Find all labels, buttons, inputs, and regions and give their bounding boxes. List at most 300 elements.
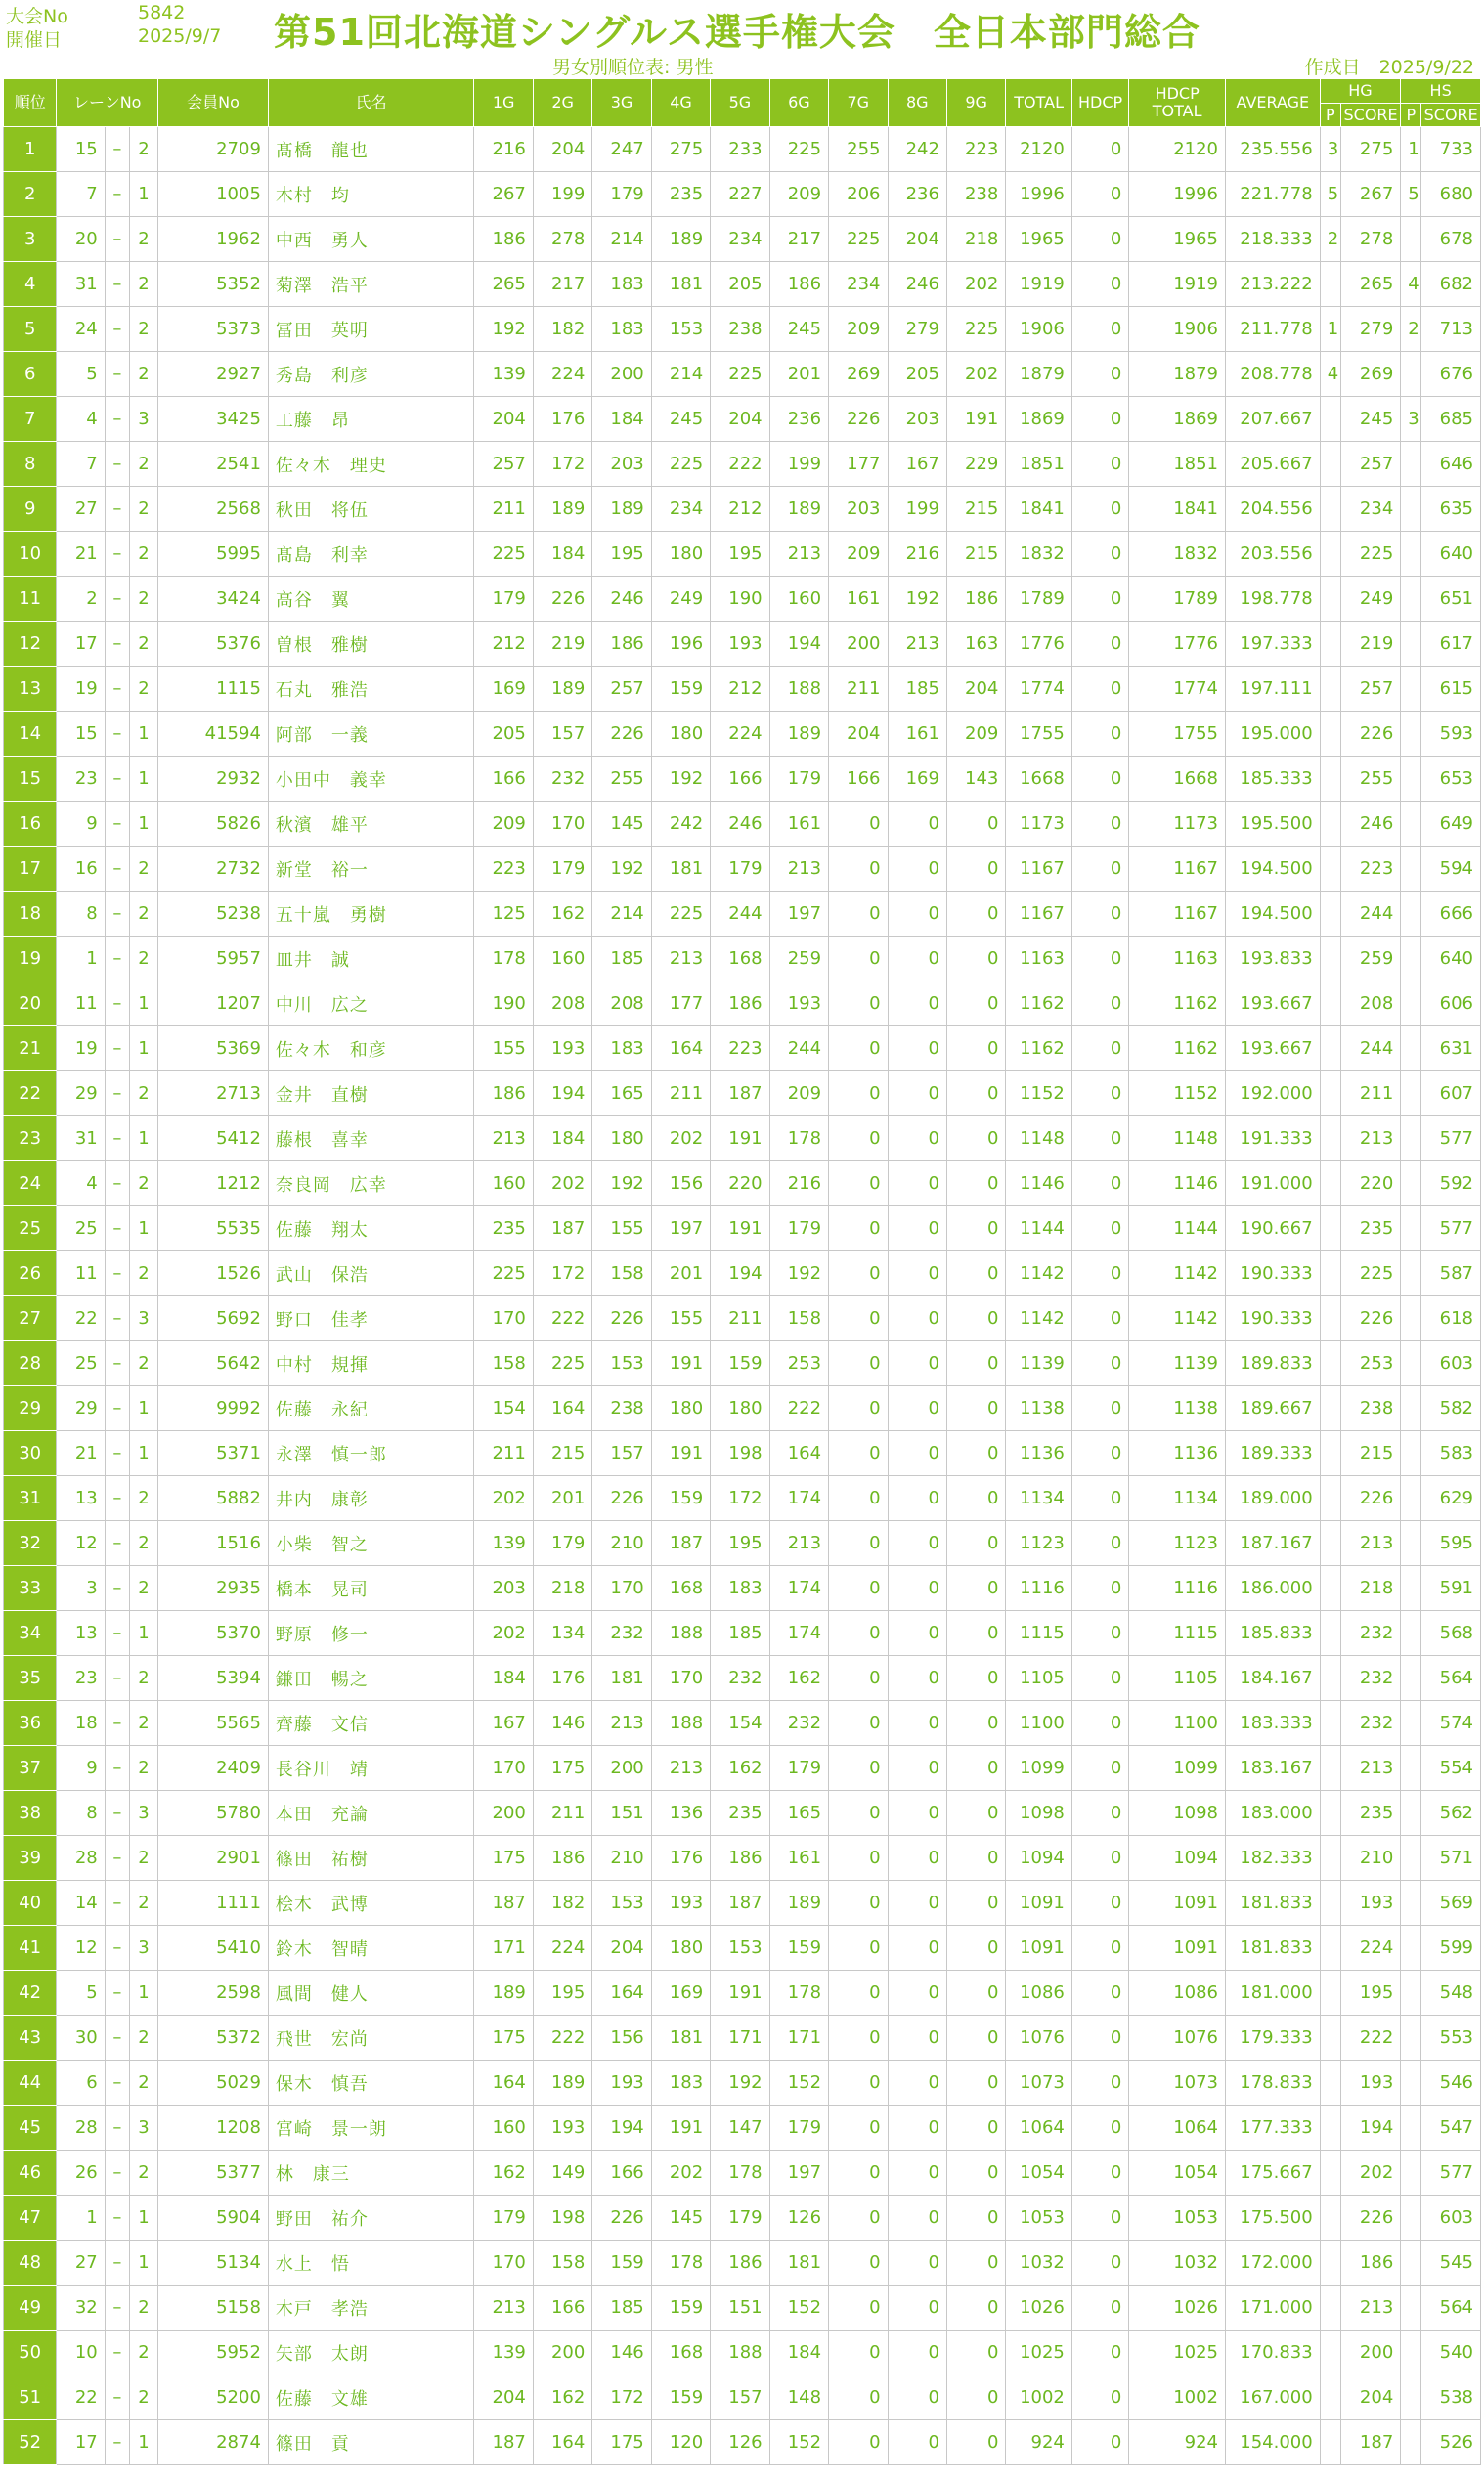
lane-dash: – [105,532,129,577]
hg-score-cell: 232 [1340,1611,1400,1656]
game-6-score: 164 [769,1431,828,1476]
lane-cell: 25 [57,1341,105,1386]
game-2-score: 219 [533,622,591,667]
game-2-score: 175 [533,1746,591,1791]
game-8-score: 161 [888,712,946,757]
lane-position: 3 [129,1926,157,1971]
rank-cell: 10 [4,532,57,577]
hs-score-cell: 631 [1421,1026,1481,1071]
hdcp-cell: 0 [1071,1611,1128,1656]
hdcp-total-cell: 1064 [1129,2106,1226,2151]
game-9-score: 0 [946,1746,1005,1791]
tournament-no-value: 5842 [138,2,186,23]
game-3-score: 164 [592,1971,651,2016]
hs-score-cell: 547 [1421,2106,1481,2151]
hdcp-total-cell: 1906 [1129,307,1226,352]
game-4-score: 201 [651,1251,710,1296]
hs-p-cell [1401,1701,1421,1746]
game-3-score: 193 [592,2061,651,2106]
game-3-score: 146 [592,2331,651,2375]
hg-p-cell [1320,1341,1340,1386]
member-no-cell: 1208 [158,2106,269,2151]
game-5-score: 205 [711,262,769,307]
game-4-score: 197 [651,1206,710,1251]
hg-p-cell [1320,532,1340,577]
game-1-score: 223 [474,847,533,892]
total-cell: 1146 [1006,1161,1071,1206]
game-6-score: 148 [769,2375,828,2420]
game-1-score: 211 [474,487,533,532]
hg-score-cell: 278 [1340,217,1400,262]
game-4-score: 213 [651,937,710,981]
rank-cell: 31 [4,1476,57,1521]
game-5-score: 194 [711,1251,769,1296]
hs-p-cell [1401,1431,1421,1476]
average-cell: 197.333 [1226,622,1321,667]
lane-dash: – [105,262,129,307]
game-4-score: 192 [651,757,710,802]
lane-position: 2 [129,1476,157,1521]
rank-cell: 13 [4,667,57,712]
lane-cell: 21 [57,1431,105,1476]
table-row [4,1476,1481,1521]
average-cell: 195.000 [1226,712,1321,757]
table-row [4,262,1481,307]
hs-score-cell: 640 [1421,532,1481,577]
game-1-score: 139 [474,352,533,397]
game-5-score: 192 [711,2061,769,2106]
game-2-score: 202 [533,1161,591,1206]
rank-cell: 15 [4,757,57,802]
hdcp-total-cell: 1668 [1129,757,1226,802]
game-9-score: 0 [946,1881,1005,1926]
hdcp-total-cell: 1025 [1129,2331,1226,2375]
hdcp-cell: 0 [1071,1521,1128,1566]
table-row [4,1206,1481,1251]
hdcp-cell: 0 [1071,1746,1128,1791]
game-8-score: 167 [888,442,946,487]
game-3-score: 194 [592,2106,651,2151]
lane-position: 2 [129,1341,157,1386]
lane-cell: 15 [57,127,105,172]
hs-p-cell [1401,1566,1421,1611]
game-8-score: 0 [888,1836,946,1881]
member-no-cell: 5565 [158,1701,269,1746]
game-4-score: 214 [651,352,710,397]
table-row [4,1521,1481,1566]
lane-dash: – [105,2196,129,2241]
lane-dash: – [105,1476,129,1521]
game-9-score: 209 [946,712,1005,757]
game-2-score: 222 [533,1296,591,1341]
game-6-score: 217 [769,217,828,262]
hg-score-cell: 213 [1340,1521,1400,1566]
lane-position: 2 [129,442,157,487]
hg-p-cell [1320,2061,1340,2106]
lane-dash: – [105,1071,129,1116]
hg-p-cell: 5 [1320,172,1340,217]
player-name-cell: 井内 康彰 [268,1476,474,1521]
member-no-cell: 2927 [158,352,269,397]
total-cell: 1152 [1006,1071,1071,1116]
lane-cell: 21 [57,532,105,577]
game-3-score: 145 [592,802,651,847]
member-no-cell: 3425 [158,397,269,442]
hdcp-total-cell: 1832 [1129,532,1226,577]
game-2-score: 224 [533,1926,591,1971]
game-5-score: 191 [711,1971,769,2016]
game-1-score: 204 [474,397,533,442]
player-name-cell: 風間 健人 [268,1971,474,2016]
hg-p-cell [1320,1926,1340,1971]
table-row [4,892,1481,937]
game-6-score: 209 [769,1071,828,1116]
hg-p-cell [1320,622,1340,667]
hdcp-cell: 0 [1071,1026,1128,1071]
game-9-score: 0 [946,1386,1005,1431]
total-cell: 1869 [1006,397,1071,442]
col-name: 氏名 [268,79,474,127]
game-4-score: 225 [651,892,710,937]
game-6-score: 160 [769,577,828,622]
average-cell: 178.833 [1226,2061,1321,2106]
table-row [4,172,1481,217]
game-5-score: 190 [711,577,769,622]
rank-cell: 11 [4,577,57,622]
rank-cell: 33 [4,1566,57,1611]
game-1-score: 211 [474,1431,533,1476]
member-no-cell: 5957 [158,937,269,981]
rank-cell: 26 [4,1251,57,1296]
game-2-score: 164 [533,1386,591,1431]
rank-cell: 5 [4,307,57,352]
lane-cell: 22 [57,1296,105,1341]
col-game-9: 9G [946,79,1005,127]
rank-cell: 52 [4,2420,57,2465]
total-cell: 1879 [1006,352,1071,397]
hdcp-total-cell: 1142 [1129,1251,1226,1296]
table-row [4,532,1481,577]
hs-score-cell: 553 [1421,2016,1481,2061]
average-cell: 190.333 [1226,1296,1321,1341]
hg-p-cell [1320,981,1340,1026]
lane-position: 2 [129,1881,157,1926]
hdcp-cell: 0 [1071,1431,1128,1476]
hg-p-cell [1320,442,1340,487]
hg-score-cell: 226 [1340,2196,1400,2241]
game-2-score: 200 [533,2331,591,2375]
average-cell: 193.667 [1226,981,1321,1026]
game-3-score: 184 [592,397,651,442]
hs-score-cell: 546 [1421,2061,1481,2106]
hdcp-total-cell: 1099 [1129,1746,1226,1791]
game-3-score: 151 [592,1791,651,1836]
game-3-score: 159 [592,2241,651,2286]
game-4-score: 145 [651,2196,710,2241]
game-9-score: 0 [946,1341,1005,1386]
game-8-score: 279 [888,307,946,352]
member-no-cell: 5904 [158,2196,269,2241]
game-5-score: 234 [711,217,769,262]
hdcp-total-cell: 1091 [1129,1926,1226,1971]
lane-position: 3 [129,1296,157,1341]
rank-cell: 1 [4,127,57,172]
game-4-score: 180 [651,712,710,757]
game-3-score: 200 [592,1746,651,1791]
game-7-score: 234 [829,262,888,307]
lane-dash: – [105,1701,129,1746]
table-row [4,1566,1481,1611]
lane-dash: – [105,2420,129,2465]
game-7-score: 0 [829,2016,888,2061]
game-1-score: 216 [474,127,533,172]
game-8-score: 0 [888,2420,946,2465]
game-7-score: 225 [829,217,888,262]
game-8-score: 0 [888,2061,946,2106]
member-no-cell: 2598 [158,1971,269,2016]
hg-p-cell [1320,757,1340,802]
rank-cell: 39 [4,1836,57,1881]
game-6-score: 188 [769,667,828,712]
table-row [4,2375,1481,2420]
game-2-score: 215 [533,1431,591,1476]
hs-score-cell: 653 [1421,757,1481,802]
total-cell: 1832 [1006,532,1071,577]
hg-score-cell: 267 [1340,172,1400,217]
game-9-score: 225 [946,307,1005,352]
game-6-score: 161 [769,802,828,847]
player-name-cell: 水上 悟 [268,2241,474,2286]
game-2-score: 184 [533,532,591,577]
member-no-cell: 41594 [158,712,269,757]
game-8-score: 0 [888,1296,946,1341]
average-cell: 187.167 [1226,1521,1321,1566]
game-7-score: 0 [829,1071,888,1116]
game-5-score: 187 [711,1881,769,1926]
lane-cell: 23 [57,757,105,802]
hdcp-cell: 0 [1071,1656,1128,1701]
hs-p-cell [1401,1926,1421,1971]
game-9-score: 0 [946,1611,1005,1656]
average-cell: 193.667 [1226,1026,1321,1071]
table-row [4,2061,1481,2106]
hs-p-cell: 3 [1401,397,1421,442]
game-8-score: 0 [888,1791,946,1836]
hs-score-cell: 577 [1421,2151,1481,2196]
lane-position: 2 [129,1656,157,1701]
game-5-score: 204 [711,397,769,442]
table-row [4,2331,1481,2375]
game-1-score: 189 [474,1971,533,2016]
hdcp-cell: 0 [1071,2016,1128,2061]
average-cell: 181.000 [1226,1971,1321,2016]
game-3-score: 183 [592,262,651,307]
game-6-score: 152 [769,2420,828,2465]
member-no-cell: 5394 [158,1656,269,1701]
hs-p-cell [1401,1116,1421,1161]
game-6-score: 159 [769,1926,828,1971]
game-3-score: 186 [592,622,651,667]
rank-cell: 38 [4,1791,57,1836]
game-1-score: 167 [474,1701,533,1746]
lane-position: 2 [129,892,157,937]
game-5-score: 147 [711,2106,769,2151]
player-name-cell: 藤根 喜幸 [268,1116,474,1161]
game-4-score: 164 [651,1026,710,1071]
lane-cell: 18 [57,1701,105,1746]
hg-p-cell [1320,1881,1340,1926]
table-row [4,487,1481,532]
member-no-cell: 5376 [158,622,269,667]
lane-position: 2 [129,487,157,532]
average-cell: 218.333 [1226,217,1321,262]
hs-score-cell: 594 [1421,847,1481,892]
game-3-score: 158 [592,1251,651,1296]
player-name-cell: 本田 充論 [268,1791,474,1836]
lane-position: 1 [129,802,157,847]
hdcp-total-cell: 1026 [1129,2286,1226,2331]
rank-cell: 19 [4,937,57,981]
total-cell: 1002 [1006,2375,1071,2420]
game-2-score: 218 [533,1566,591,1611]
game-6-score: 244 [769,1026,828,1071]
game-8-score: 0 [888,2241,946,2286]
game-5-score: 172 [711,1476,769,1521]
game-2-score: 176 [533,397,591,442]
member-no-cell: 5412 [158,1116,269,1161]
game-8-score: 0 [888,847,946,892]
hs-p-cell [1401,1296,1421,1341]
hs-score-cell: 548 [1421,1971,1481,2016]
game-2-score: 195 [533,1971,591,2016]
col-hs: HS [1401,79,1481,104]
player-name-cell: 宮崎 景一朗 [268,2106,474,2151]
table-row [4,1251,1481,1296]
rank-cell: 47 [4,2196,57,2241]
game-3-score: 208 [592,981,651,1026]
lane-position: 2 [129,127,157,172]
rank-cell: 2 [4,172,57,217]
game-8-score: 0 [888,2331,946,2375]
average-cell: 208.778 [1226,352,1321,397]
hs-p-cell [1401,487,1421,532]
game-6-score: 181 [769,2241,828,2286]
hs-score-cell: 545 [1421,2241,1481,2286]
table-row [4,1296,1481,1341]
hs-score-cell: 646 [1421,442,1481,487]
total-cell: 1162 [1006,1026,1071,1071]
game-3-score: 180 [592,1116,651,1161]
hdcp-total-cell: 1152 [1129,1071,1226,1116]
game-5-score: 188 [711,2331,769,2375]
game-5-score: 187 [711,1071,769,1116]
hs-score-cell: 526 [1421,2420,1481,2465]
game-5-score: 178 [711,2151,769,2196]
lane-dash: – [105,1971,129,2016]
game-5-score: 186 [711,2241,769,2286]
hg-score-cell: 232 [1340,1656,1400,1701]
game-8-score: 0 [888,1521,946,1566]
lane-position: 1 [129,1116,157,1161]
player-name-cell: 武山 保浩 [268,1251,474,1296]
game-1-score: 155 [474,1026,533,1071]
table-row [4,2241,1481,2286]
lane-position: 2 [129,1836,157,1881]
table-row [4,1611,1481,1656]
hdcp-total-cell: 1098 [1129,1791,1226,1836]
hg-score-cell: 235 [1340,1791,1400,1836]
hdcp-cell: 0 [1071,2331,1128,2375]
game-7-score: 0 [829,2196,888,2241]
game-5-score: 233 [711,127,769,172]
hs-score-cell: 568 [1421,1611,1481,1656]
col-hs-p: P [1401,104,1421,127]
game-6-score: 232 [769,1701,828,1746]
game-5-score: 193 [711,622,769,667]
hs-p-cell [1401,1746,1421,1791]
member-no-cell: 5535 [158,1206,269,1251]
hdcp-cell: 0 [1071,2061,1128,2106]
total-cell: 1163 [1006,937,1071,981]
game-3-score: 210 [592,1521,651,1566]
game-1-score: 139 [474,1521,533,1566]
average-cell: 185.333 [1226,757,1321,802]
game-3-score: 203 [592,442,651,487]
player-name-cell: 佐藤 永紀 [268,1386,474,1431]
game-1-score: 257 [474,442,533,487]
total-cell: 1098 [1006,1791,1071,1836]
member-no-cell: 5371 [158,1431,269,1476]
game-1-score: 202 [474,1476,533,1521]
lane-dash: – [105,1296,129,1341]
lane-dash: – [105,307,129,352]
hdcp-cell: 0 [1071,532,1128,577]
player-name-cell: 工藤 昂 [268,397,474,442]
game-6-score: 165 [769,1791,828,1836]
hg-score-cell: 215 [1340,1431,1400,1476]
average-cell: 193.833 [1226,937,1321,981]
hg-p-cell [1320,2106,1340,2151]
game-3-score: 238 [592,1386,651,1431]
hdcp-total-cell: 924 [1129,2420,1226,2465]
game-4-score: 159 [651,2375,710,2420]
rank-cell: 3 [4,217,57,262]
game-6-score: 178 [769,1116,828,1161]
table-row [4,2151,1481,2196]
hg-p-cell [1320,1836,1340,1881]
member-no-cell: 5200 [158,2375,269,2420]
average-cell: 198.778 [1226,577,1321,622]
game-6-score: 245 [769,307,828,352]
game-5-score: 180 [711,1386,769,1431]
lane-dash: – [105,712,129,757]
game-7-score: 204 [829,712,888,757]
lane-cell: 27 [57,487,105,532]
game-7-score: 0 [829,1971,888,2016]
game-4-score: 242 [651,802,710,847]
game-1-score: 267 [474,172,533,217]
hs-score-cell: 618 [1421,1296,1481,1341]
hg-p-cell [1320,2286,1340,2331]
member-no-cell: 5238 [158,892,269,937]
average-cell: 177.333 [1226,2106,1321,2151]
hs-score-cell: 574 [1421,1701,1481,1746]
game-9-score: 0 [946,1521,1005,1566]
game-9-score: 0 [946,2375,1005,2420]
hg-score-cell: 257 [1340,442,1400,487]
game-2-score: 189 [533,2061,591,2106]
game-9-score: 0 [946,1836,1005,1881]
